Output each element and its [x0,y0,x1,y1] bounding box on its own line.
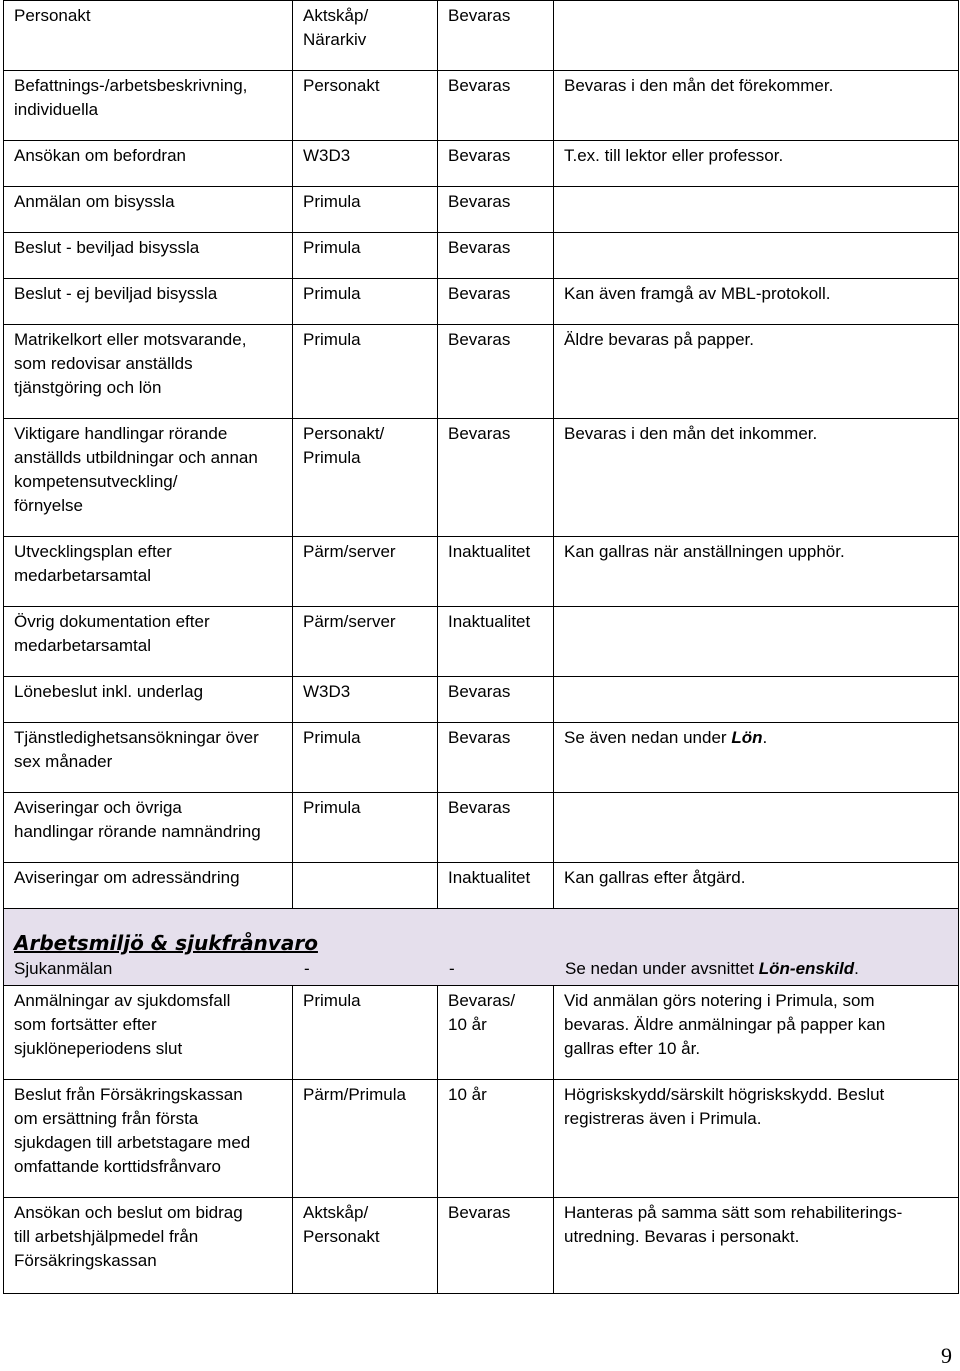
section-title: Arbetsmiljö & sjukfrånvaro [14,931,318,955]
storage-cell: Primula [293,986,438,1080]
document-type-cell: Ansökan och beslut om bidrag till arbetshjälpmedel från Försäkringskassan [4,1198,293,1294]
document-type-cell: Tjänstledighetsansökningar över sex månader [4,723,293,793]
retention-cell: Bevaras [438,325,554,419]
table-row [4,677,959,723]
records-table [3,0,959,1294]
page-number: 9 [941,1343,952,1368]
comment-cell [554,607,959,677]
document-type-cell: Befattnings-/arbetsbeskrivning, individuella [4,71,293,141]
retention-cell: Bevaras [438,141,554,187]
comment-cell [554,793,959,863]
document-type-cell: Personakt [4,1,293,71]
comment-cell: Kan även framgå av MBL-protokoll. [554,279,959,325]
retention-cell: Bevaras [438,233,554,279]
document-type-cell: Anmälningar av sjukdomsfall som fortsätter efter sjuklöneperiodens slut [4,986,293,1080]
storage-cell: Pärm/Primula [293,1080,438,1198]
comment-cell: T.ex. till lektor eller professor. [554,141,959,187]
retention-cell: 10 år [438,1080,554,1198]
table-row [4,419,959,537]
document-type-cell: Sjukanmälan [14,959,113,978]
comment-cell [554,723,959,793]
comment-cell: Högriskskydd/särskilt högriskskydd. Beslut registreras även i Primula. [554,1080,959,1198]
table-row [4,1080,959,1198]
comment-cell: Kan gallras när anställningen upphör. [554,537,959,607]
table-row [4,187,959,233]
comment-cell [554,677,959,723]
comment-cell [554,1,959,71]
document-type-cell: Aviseringar om adressändring [4,863,293,909]
section-header-cell [4,909,959,986]
table-row [4,1198,959,1294]
storage-cell: - [304,959,310,978]
table-body-personnel [4,1,959,723]
comment-text-end: . [854,959,859,978]
table-body-insurance [4,986,959,1294]
storage-cell: Pärm/server [293,607,438,677]
table-row [4,233,959,279]
table-row [4,537,959,607]
retention-cell: Bevaras [438,419,554,537]
comment-emphasis: Lön [731,728,763,747]
storage-cell: Aktskåp/ Personakt [293,1198,438,1294]
table-row [4,279,959,325]
retention-cell: Bevaras [438,1198,554,1294]
comment-emphasis: Lön-enskild [758,959,855,978]
comment-cell: Vid anmälan görs notering i Primula, som bevaras. Äldre anmälningar på papper kan gallras efter 10 år. [554,986,959,1080]
storage-cell: Personakt [293,71,438,141]
document-type-cell: Utvecklingsplan efter medarbetarsamtal [4,537,293,607]
retention-cell: Bevaras [438,793,554,863]
table-body-leave [4,723,959,793]
retention-cell: Inaktualitet [438,863,554,909]
retention-cell: Bevaras [438,1,554,71]
section-row [4,909,959,986]
storage-cell: Aktskåp/ Närarkiv [293,1,438,71]
storage-cell: Primula [293,723,438,793]
storage-cell: Primula [293,279,438,325]
document-type-cell: Matrikelkort eller motsvarande, som redovisar anställds tjänstgöring och lön [4,325,293,419]
comment-text: Se nedan under avsnittet [565,959,759,978]
document-type-cell: Beslut från Försäkringskassan om ersättning från första sjukdagen till arbetstagare med omfattande korttidsfrånvaro [4,1080,293,1198]
comment-text: Se även nedan under [564,728,732,747]
comment-text-end: . [762,728,768,747]
storage-cell [293,863,438,909]
comment-cell [554,233,959,279]
comment-cell: Bevaras i den mån det förekommer. [554,71,959,141]
table-row [4,723,959,793]
document-type-cell: Viktigare handlingar rörande anställds utbildningar och annan kompetensutveckling/ förnyelse [4,419,293,537]
document-type-cell: Aviseringar och övriga handlingar rörande namnändring [4,793,293,863]
table-row [4,1,959,71]
retention-cell: Bevaras [438,677,554,723]
table-row [4,141,959,187]
storage-cell: Primula [293,793,438,863]
table-row [4,986,959,1080]
table-row [4,607,959,677]
storage-cell: Primula [293,325,438,419]
document-type-cell: Ansökan om befordran [4,141,293,187]
storage-cell: W3D3 [293,141,438,187]
storage-cell: Pärm/server [293,537,438,607]
table-row [4,863,959,909]
storage-cell: Primula [293,187,438,233]
table-body-sickleave [4,909,959,986]
retention-cell: Bevaras [438,71,554,141]
comment-cell [554,187,959,233]
comment-cell: Kan gallras efter åtgärd. [554,863,959,909]
document-type-cell: Lönebeslut inkl. underlag [4,677,293,723]
table-body-notifications [4,793,959,909]
comment-cell: Hanteras på samma sätt som rehabiliterings- utredning. Bevaras i personakt. [554,1198,959,1294]
retention-cell: Bevaras/ 10 år [438,986,554,1080]
retention-cell: Inaktualitet [438,537,554,607]
table-row [4,325,959,419]
table-row [4,793,959,863]
retention-cell: - [449,959,455,978]
comment-cell [565,957,859,981]
storage-cell: Primula [293,233,438,279]
retention-cell: Bevaras [438,279,554,325]
comment-cell: Äldre bevaras på papper. [554,325,959,419]
document-type-cell: Övrig dokumentation efter medarbetarsamtal [4,607,293,677]
storage-cell: W3D3 [293,677,438,723]
storage-cell: Personakt/ Primula [293,419,438,537]
document-type-cell: Beslut - ej beviljad bisyssla [4,279,293,325]
retention-cell: Bevaras [438,187,554,233]
document-type-cell: Beslut - beviljad bisyssla [4,233,293,279]
retention-cell: Bevaras [438,723,554,793]
document-type-cell: Anmälan om bisyssla [4,187,293,233]
retention-cell: Inaktualitet [438,607,554,677]
table-row [4,71,959,141]
comment-cell: Bevaras i den mån det inkommer. [554,419,959,537]
